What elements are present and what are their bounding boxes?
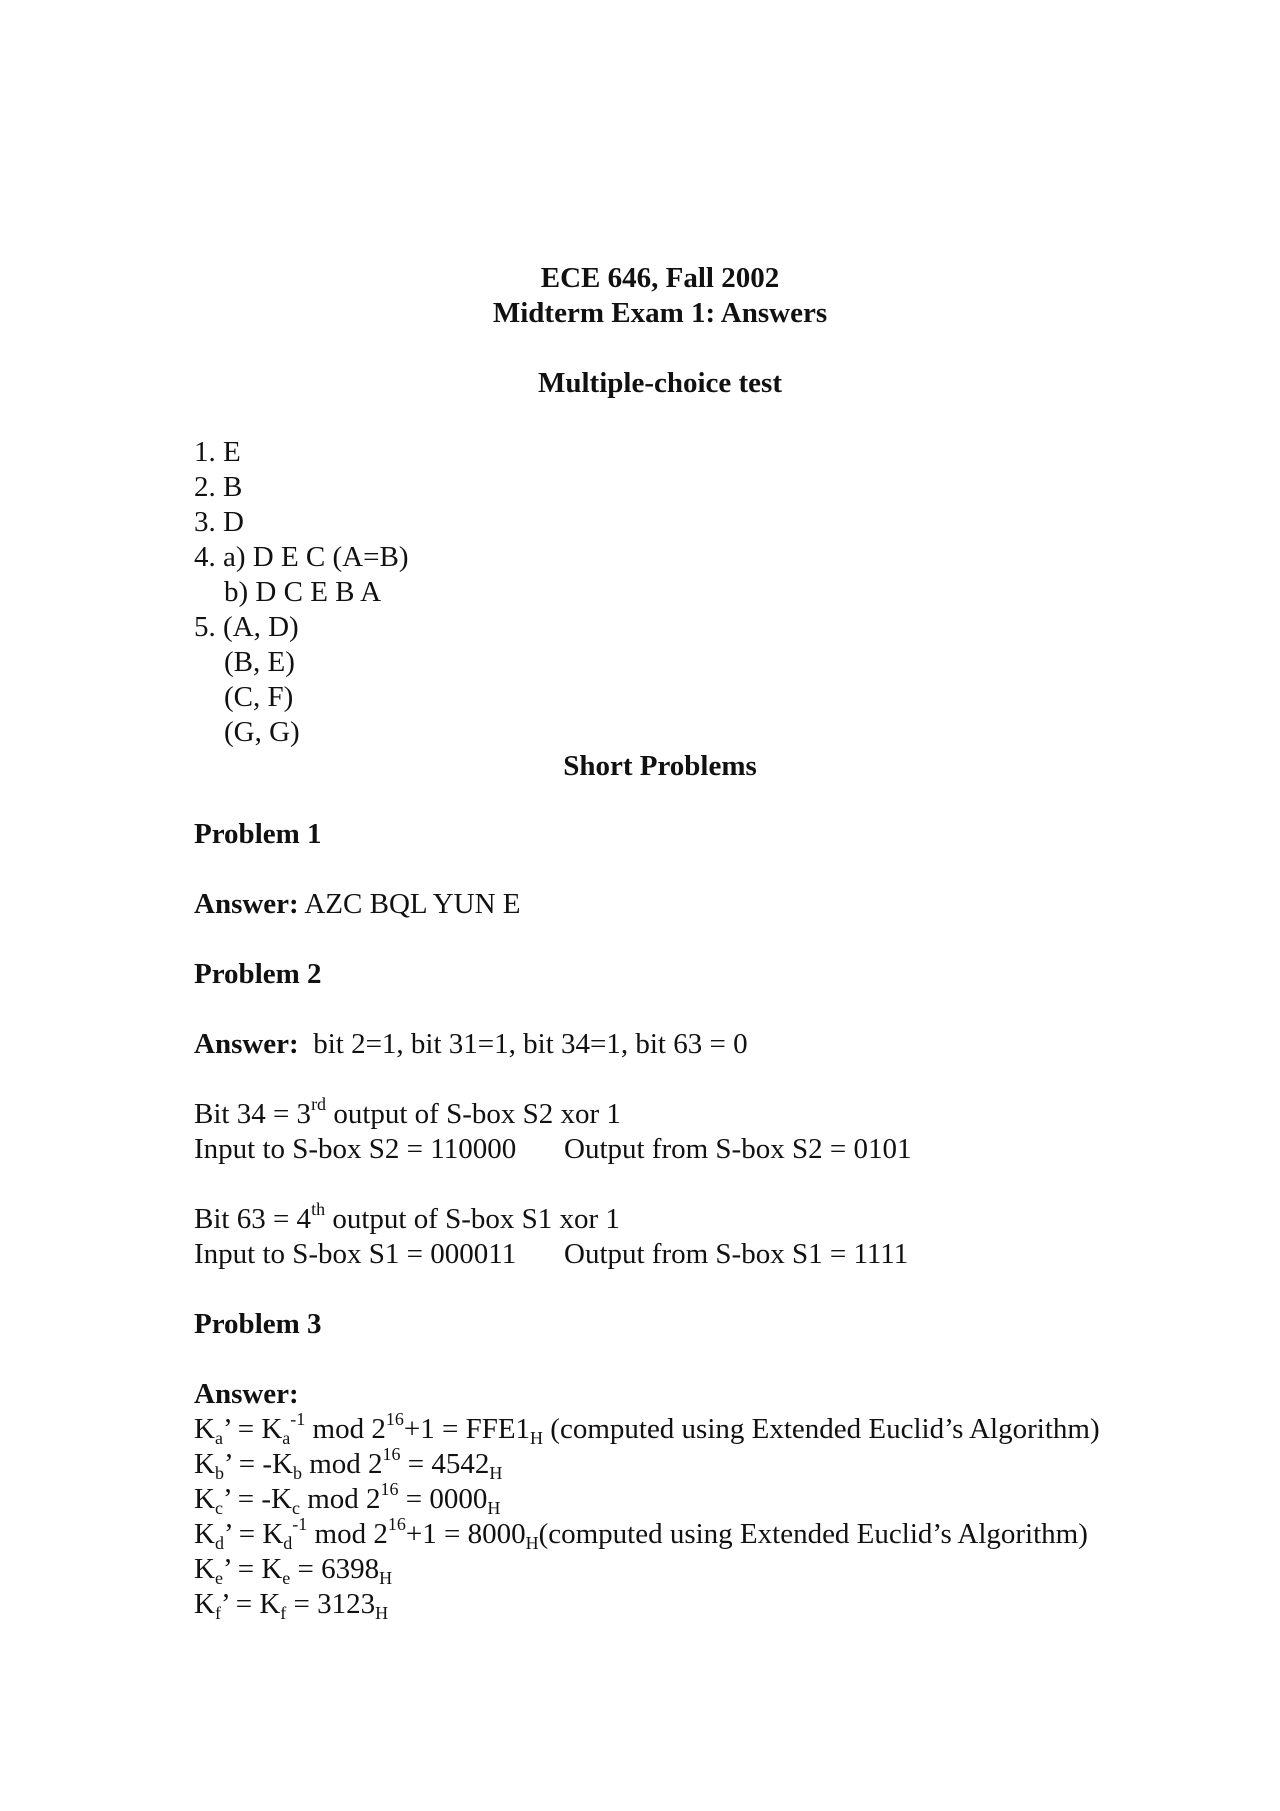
- key-e-value: 6398: [321, 1553, 380, 1585]
- equals: =: [398, 1483, 430, 1515]
- key-b-line: [194, 1444, 503, 1483]
- key-d-line: [194, 1514, 1088, 1553]
- course-title: ECE 646, Fall 2002: [540, 262, 780, 294]
- equals: =: [290, 1553, 322, 1585]
- bit-34-ordinal: rd: [311, 1094, 327, 1114]
- key-c-value: 0000: [429, 1483, 488, 1515]
- inverse-exponent: -1: [290, 1409, 306, 1429]
- hex-subscript: H: [375, 1603, 389, 1623]
- k-symbol: K: [194, 1413, 215, 1445]
- key-f-line: [194, 1588, 389, 1623]
- key-b-value: 4542: [431, 1448, 490, 1480]
- problem-2-title: Problem 2: [194, 958, 322, 990]
- k-symbol: K: [194, 1588, 215, 1620]
- k-subscript: d: [283, 1533, 293, 1553]
- mc-answer-1: 1. E: [194, 436, 241, 468]
- equals: =: [400, 1448, 432, 1480]
- key-e-line: [194, 1553, 393, 1588]
- exponent-16: 16: [382, 1444, 401, 1464]
- sbox-s1-input: Input to S-box S1 = 000011: [194, 1238, 517, 1270]
- mc-answer-2: 2. B: [194, 471, 243, 503]
- problem-1-answer-value: AZC BQL YUN E: [304, 888, 521, 920]
- key-a-line: [194, 1409, 1100, 1448]
- problem-2-answer: [194, 1030, 748, 1059]
- key-f-value: 3123: [317, 1588, 376, 1620]
- key-c-line: [194, 1479, 501, 1518]
- problem-1-title: Problem 1: [194, 818, 322, 850]
- mod-text: mod 2: [307, 1518, 388, 1550]
- prime-equals: ’ =: [222, 1413, 262, 1445]
- exponent-16: 16: [380, 1479, 399, 1499]
- k-subscript: c: [291, 1498, 300, 1518]
- sbox-s2-output: Output from S-box S2 = 0101: [564, 1133, 912, 1165]
- k-subscript: c: [214, 1498, 223, 1518]
- plus-one: +1 =: [403, 1413, 466, 1445]
- sbox-s2-input: Input to S-box S2 = 110000: [194, 1133, 517, 1165]
- answer-label: Answer:: [194, 1378, 299, 1410]
- key-a-note: (computed using Extended Euclid’s Algorithm): [543, 1413, 1100, 1445]
- bit-34-rest: output of S-box S2 xor 1: [326, 1098, 621, 1130]
- prime-equals: ’ =: [223, 1448, 263, 1480]
- k-symbol: K: [259, 1588, 281, 1620]
- exponent-16: 16: [385, 1409, 404, 1429]
- mc-answer-5-pair-1: 5. (A, D): [194, 611, 299, 643]
- mod-text: mod 2: [301, 1448, 383, 1480]
- k-subscript: a: [214, 1428, 223, 1448]
- problem-1-answer: [194, 890, 521, 919]
- k-symbol: K: [194, 1553, 215, 1585]
- hex-subscript: H: [525, 1533, 539, 1553]
- mod-text: mod 2: [299, 1483, 381, 1515]
- equals: =: [286, 1588, 318, 1620]
- key-a-value: FFE1: [465, 1413, 531, 1445]
- k-symbol: K: [261, 1413, 283, 1445]
- mc-answer-4b: b) D C E B A: [224, 576, 382, 608]
- problem-3-title: Problem 3: [194, 1308, 322, 1340]
- k-symbol: K: [261, 1553, 283, 1585]
- bit-63-line: [194, 1199, 620, 1235]
- prime-equals: ’ =: [223, 1518, 263, 1550]
- k-subscript: e: [214, 1568, 223, 1588]
- problem-2-answer-value: bit 2=1, bit 31=1, bit 34=1, bit 63 = 0: [313, 1028, 748, 1060]
- mc-answer-5-pair-4: (G, G): [224, 716, 300, 748]
- bit-34-text: Bit 34 = 3: [194, 1098, 312, 1130]
- bit-63-ordinal: th: [311, 1199, 326, 1219]
- answer-label: Answer:: [194, 1028, 299, 1060]
- inverse-exponent: -1: [292, 1514, 308, 1534]
- k-subscript: b: [292, 1463, 302, 1483]
- hex-subscript: H: [487, 1498, 501, 1518]
- k-subscript: d: [214, 1533, 224, 1553]
- answer-label: Answer:: [194, 888, 299, 920]
- exam-title: Midterm Exam 1: Answers: [492, 297, 828, 329]
- bit-34-line: [194, 1094, 621, 1130]
- prime-equals: ’ =: [220, 1588, 260, 1620]
- short-problems-heading: Short Problems: [563, 750, 757, 782]
- mc-answer-5-pair-2: (B, E): [224, 646, 295, 678]
- bit-63-text: Bit 63 = 4: [194, 1203, 312, 1235]
- k-symbol: K: [194, 1483, 215, 1515]
- mc-answer-3: 3. D: [194, 506, 244, 538]
- bit-63-rest: output of S-box S1 xor 1: [325, 1203, 620, 1235]
- hex-subscript: H: [530, 1428, 544, 1448]
- hex-subscript: H: [489, 1463, 503, 1483]
- k-subscript: f: [280, 1603, 287, 1623]
- prime-equals: ’ =: [222, 1483, 262, 1515]
- multiple-choice-heading: Multiple-choice test: [537, 367, 782, 399]
- k-symbol: K: [194, 1448, 215, 1480]
- neg-k-symbol: -K: [261, 1483, 292, 1515]
- key-d-note: (computed using Extended Euclid’s Algorithm): [538, 1518, 1088, 1550]
- k-symbol: K: [194, 1518, 215, 1550]
- neg-k-symbol: -K: [262, 1448, 293, 1480]
- k-subscript: e: [282, 1568, 291, 1588]
- mc-answer-4a: 4. a) D E C (A=B): [194, 541, 409, 573]
- hex-subscript: H: [379, 1568, 393, 1588]
- mc-answer-5-pair-3: (C, F): [224, 681, 294, 713]
- sbox-s1-output: Output from S-box S1 = 1111: [564, 1238, 909, 1270]
- k-subscript: a: [282, 1428, 291, 1448]
- k-subscript: f: [214, 1603, 221, 1623]
- exponent-16: 16: [387, 1514, 406, 1534]
- mod-text: mod 2: [305, 1413, 386, 1445]
- key-d-value: 8000: [467, 1518, 526, 1550]
- prime-equals: ’ =: [222, 1553, 262, 1585]
- plus-one: +1 =: [405, 1518, 468, 1550]
- k-symbol: K: [262, 1518, 284, 1550]
- k-subscript: b: [214, 1463, 224, 1483]
